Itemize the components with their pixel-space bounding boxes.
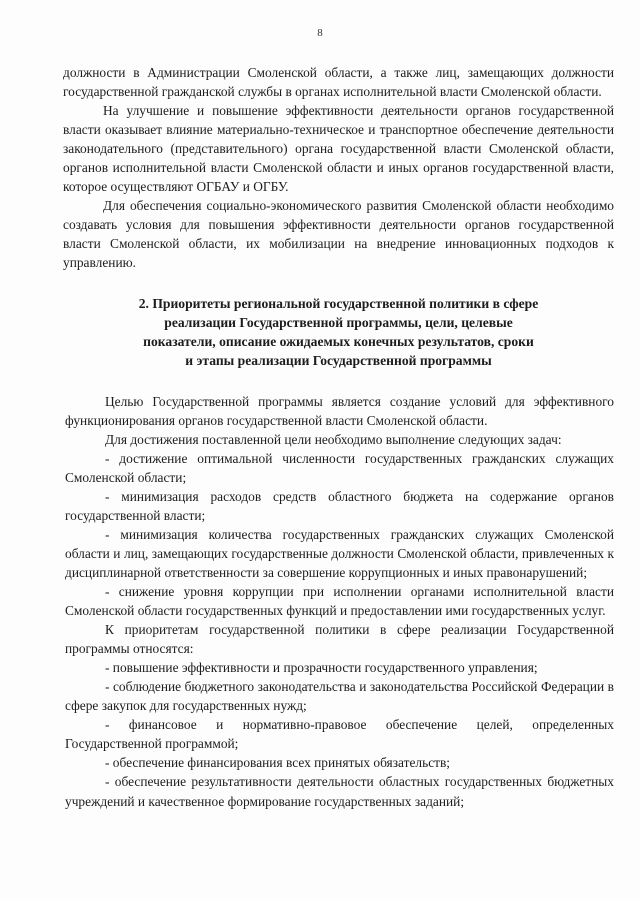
body-text xyxy=(63,63,614,811)
section-heading-line: реализации Государственной программы, цели, целевые xyxy=(164,314,513,330)
list-item: - снижение уровня коррупции при исполнении органами исполнительной власти Смоленской области государственных функций и предоставлении ими государственных услуг. xyxy=(65,583,614,619)
section-heading xyxy=(63,294,614,370)
paragraph: На улучшение и повышение эффективности деятельности органов государственной власти оказывает влияние материально-техническое и транспортное обеспечение деятельности законодательного (представительного) органа государственной власти Смоленской области, органов исполнительной власти Смоленской области и иных органов государственной власти, которое осуществляют ОГБАУ и ОГБУ. xyxy=(63,103,614,195)
list-item: - финансовое и нормативно-правовое обеспечение целей, определенных Государственной программой; xyxy=(65,717,614,752)
paragraph: Для достижения поставленной цели необходимо выполнение следующих задач: xyxy=(105,431,562,447)
list-item: - достижение оптимальной численности государственных гражданских служащих Смоленской области; xyxy=(65,450,614,485)
paragraph: К приоритетам государственной политики в сфере реализации Государственной программы относятся: xyxy=(65,622,614,657)
list-item: - соблюдение бюджетного законодательства и законодательства Российской Федерации в сфере закупок для государственных нужд; xyxy=(65,679,614,714)
paragraph: Целью Государственной программы является создание условий для эффективного функционирования органов государственной власти Смоленской области. xyxy=(65,393,614,428)
section-heading-line: показатели, описание ожидаемых конечных результатов, сроки xyxy=(143,333,534,349)
page-number: 8 xyxy=(317,27,323,39)
list-item: - повышение эффективности и прозрачности государственного управления; xyxy=(105,660,538,676)
section-heading-line: и этапы реализации Государственной программы xyxy=(185,352,492,368)
section-body xyxy=(63,392,614,811)
list-item: - обеспечение результативности деятельности областных государственных бюджетных учреждений и качественное формирование государственных заданий; xyxy=(65,774,614,809)
list-item: - обеспечение финансирования всех принятых обязательств; xyxy=(105,755,451,771)
list-item: - минимизация количества государственных гражданских служащих Смоленской области и лиц, замещающих государственные должности Смоленской области, привлеченных к дисциплинарной ответственности за совершение коррупционных и иных правонарушений; xyxy=(65,526,614,580)
section-heading-line: 2. Приоритеты региональной государственной политики в сфере xyxy=(138,295,539,311)
paragraph: должности в Администрации Смоленской области, а также лиц, замещающих должности государственной гражданской службы в органах исполнительной власти Смоленской области. xyxy=(63,65,614,100)
list-item: - минимизация расходов средств областного бюджета на содержание органов государственной власти; xyxy=(65,488,614,523)
paragraph: Для обеспечения социально-экономического развития Смоленской области необходимо создавать условия для повышения эффективности деятельности органов государственной власти Смоленской области, их мобилизации на внедрение инновационных подходов к управлению. xyxy=(63,198,614,271)
